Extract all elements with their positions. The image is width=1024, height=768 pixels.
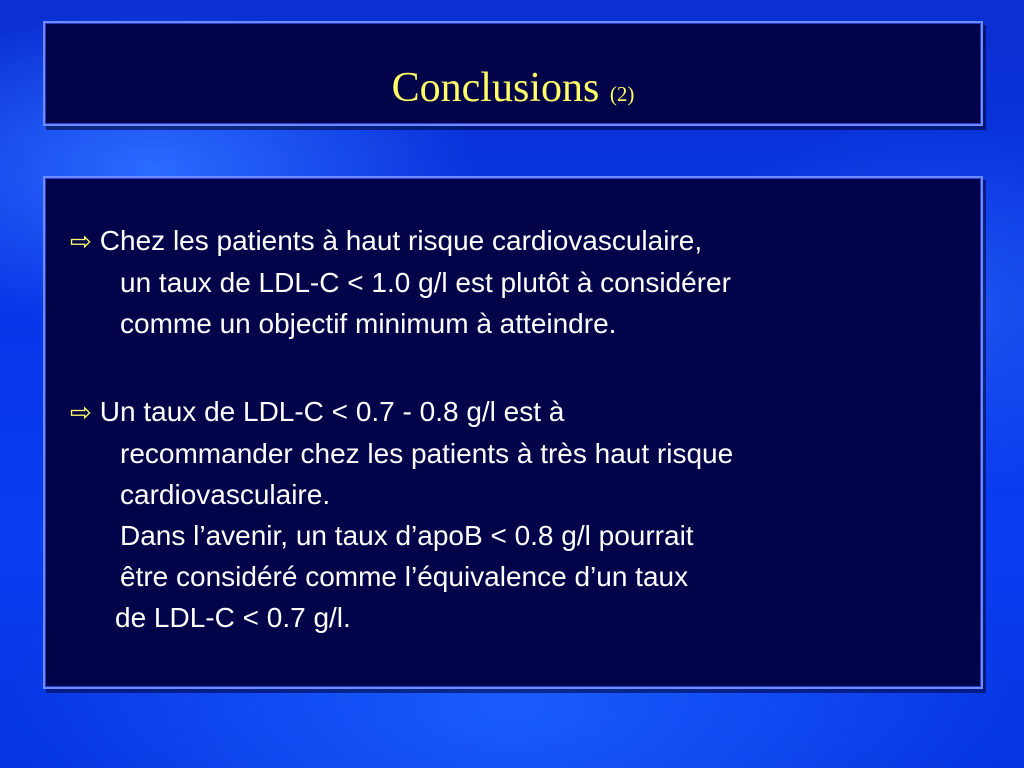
- bullet-item: [70, 391, 950, 638]
- title-text: Conclusions: [391, 65, 600, 111]
- bullet-line: être considéré comme l’équivalence d’un taux: [120, 561, 689, 592]
- bullet-item: [70, 220, 950, 344]
- bullet-line: cardiovasculaire.: [120, 479, 331, 510]
- bullet-line: de LDL-C < 0.7 g/l.: [115, 602, 351, 633]
- hollow-right-arrow-icon: ⇨: [70, 397, 92, 427]
- title-number: (2): [609, 82, 635, 106]
- bullet-line: Dans l’avenir, un taux d’apoB < 0.8 g/l pourrait: [120, 520, 694, 551]
- bullet-line: Chez les patients à haut risque cardiovasculaire,: [99, 225, 703, 256]
- hollow-right-arrow-icon: ⇨: [70, 226, 92, 256]
- title-panel: [43, 21, 983, 126]
- bullet-line: recommander chez les patients à très haut risque: [120, 438, 734, 469]
- bullet-line: Un taux de LDL-C < 0.7 - 0.8 g/l est à: [99, 396, 565, 427]
- slide-title: [45, 67, 981, 109]
- bullet-line: comme un objectif minimum à atteindre.: [120, 308, 617, 339]
- bullet-line: un taux de LDL-C < 1.0 g/l est plutôt à considérer: [120, 267, 731, 298]
